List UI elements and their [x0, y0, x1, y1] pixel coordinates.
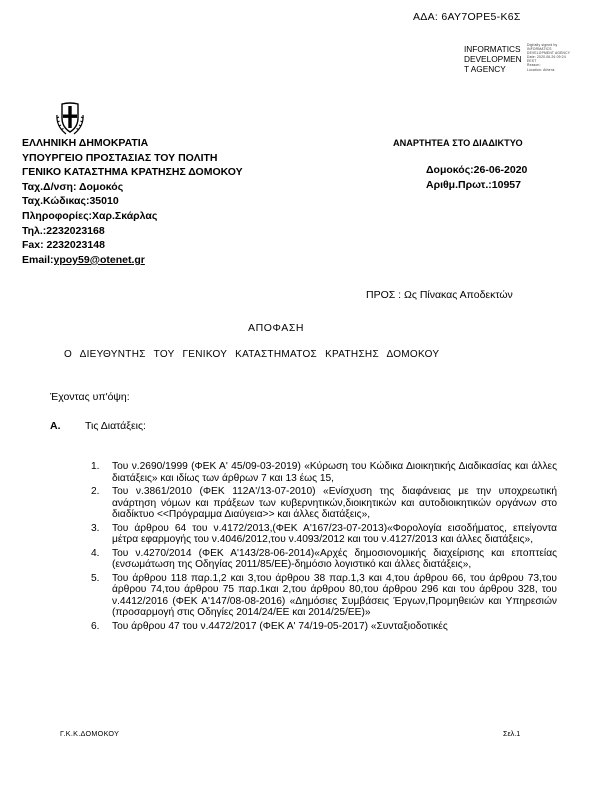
header-line: Ταχ.Κώδικας:35010 — [22, 195, 119, 208]
post-online-label: ΑΝΑΡΤΗΤΕΑ ΣΤΟ ΔΙΑΔΙΚΤΥΟ — [393, 138, 523, 148]
list-item — [91, 486, 557, 521]
preamble-text: Έχοντας υπ'όψη: — [50, 391, 130, 403]
list-item-text: Του ν.2690/1999 (ΦΕΚ Α' 45/09-03-2019) «Κύρωση του Κώδικα Διοικητικής Διαδικασίας και άλλες διατάξεις» και ιδίως των άρθρων 7 και 13 έως 15, — [112, 461, 557, 484]
list-item-number: 3. — [91, 522, 100, 534]
greek-coat-of-arms-icon — [53, 102, 87, 136]
list-item — [91, 461, 557, 484]
list-item-number: 4. — [91, 547, 100, 559]
list-item — [91, 572, 557, 619]
issuing-authority-block — [22, 136, 243, 267]
header-line: Ταχ.Δ/νση: Δομοκός — [22, 180, 124, 193]
header-line: Fax: 2232023148 — [22, 239, 105, 252]
document-subtitle: Ο ΔΙΕΥΘΥΝΤΗΣ ΤΟΥ ΓΕΝΙΚΟΥ ΚΑΤΑΣΤΗΜΑΤΟΣ ΚΡΑΤΗΣΗΣ ΔΟΜΟΚΟΥ — [64, 349, 440, 360]
ada-number: ΑΔΑ: 6ΑΥ7ΟΡΕ5-Κ6Σ — [413, 11, 521, 23]
recipient-line: ΠΡΟΣ : Ως Πίνακας Αποδεκτών — [366, 289, 513, 301]
page-number: Σελ.1 — [503, 729, 521, 738]
list-item-number: 1. — [91, 461, 100, 472]
date-protocol-block — [426, 163, 527, 192]
signing-agency-name — [464, 44, 522, 74]
header-line: Τηλ.:2232023168 — [22, 224, 105, 237]
signature-line: Date: 2020.06.26 09:24 — [527, 55, 566, 60]
header-line: ΕΛΛΗΝΙΚΗ ΔΗΜΟΚΡΑΤΙΑ — [22, 137, 149, 149]
list-item-text: Του άρθρου 47 του ν.4472/2017 (ΦΕΚ Α' 74/19-05-2017) «Συνταξιοδοτικές — [112, 620, 448, 632]
section-letter: Α. — [50, 420, 61, 432]
agency-line: INFORMATICS — [464, 44, 521, 54]
list-item-text: Του ν.4270/2014 (ΦΕΚ Α'143/28-06-2014)«Αρχές δημοσιονομικής διαχείρισης και εποπτείας (ενσωμάτωση της Οδηγίας 2011/85/ΕΕ)-δημόσιο λογιστικό και άλλες διατάξεις», — [112, 547, 557, 570]
list-item-text: Του άρθρου 64 του ν.4172/2013,(ΦΕΚ Α'167/23-07-2013)«Φορολογία εισοδήματος, επείγοντα μέτρα εφαρμογής του ν.4046/2012,του ν.4093/2012 και του ν.4127/2013 και άλλες διατάξεις», — [112, 522, 557, 545]
signature-line: Digitally signed by — [527, 43, 558, 47]
list-item-number: 2. — [91, 486, 100, 497]
list-item — [91, 547, 557, 571]
document-title: ΑΠΟΦΑΣΗ — [248, 322, 305, 334]
signature-line: INFORMATICS — [527, 47, 552, 52]
header-line: ΥΠΟΥΡΓΕΙΟ ΠΡΟΣΤΑΣΙΑΣ ΤΟΥ ΠΟΛΙΤΗ — [22, 151, 218, 164]
email-line — [22, 253, 243, 268]
footer-office: Γ.Κ.Κ.ΔΟΜΟΚΟΥ — [60, 729, 120, 738]
email-label: Email: — [22, 253, 54, 266]
header-line: ΓΕΝΙΚΟ ΚΑΤΑΣΤΗΜΑ ΚΡΑΤΗΣΗΣ ΔΟΜΟΚΟΥ — [22, 166, 243, 179]
section-label: Τις Διατάξεις: — [85, 420, 146, 432]
agency-line: T AGENCY — [464, 64, 506, 74]
list-item-text: Του ν.3861/2010 (ΦΕΚ 112Α'/13-07-2010) «Ενίσχυση της διαφάνειας με την υποχρεωτική ανάρτηση νόμων και πράξεων των κυβερνητικών,διοικητικών και αυτοδιοικητικών οργάνων στο διαδίκτυο <<Πρόγραμμα Διαύγεια>> και άλλες διατάξεις», — [112, 486, 557, 520]
protocol-number: Αριθμ.Πρωτ.:10957 — [426, 178, 521, 191]
header-line: Πληροφορίες:Χαρ.Σκάρλας — [22, 209, 158, 222]
digital-signature-details — [527, 43, 570, 72]
list-item-number: 6. — [91, 620, 100, 632]
signature-line: DEVELOPMENT AGENCY — [527, 51, 571, 56]
agency-line: DEVELOPMEN — [464, 54, 522, 64]
list-item-number: 5. — [91, 572, 100, 584]
provisions-list — [91, 461, 557, 634]
signature-line: Reason: — [527, 63, 541, 68]
list-item — [91, 620, 557, 633]
list-item-text: Του άρθρου 118 παρ.1,2 και 3,του άρθρου 38 παρ.1,3 και 4,του άρθρου 66, του άρθρου 73,του άρθρου 74,του άρθρου 75 παρ.1και 2,του άρθρου 80,του άρθρου 296 και του άρθρου 328, του ν.4412/2016 (ΦΕΚ Α'147/08-08-2016) «Δημόσιες Συμβάσεις Έργων,Προμηθειών και Υπηρεσιών (προσαρμογή στις Οδηγίες 2014/24/ΕΕ και 2014/25/ΕΕ)» — [112, 572, 557, 618]
signature-line: EEST — [527, 59, 537, 64]
list-item — [91, 522, 557, 546]
email-link[interactable]: ypoy59@otenet.gr — [53, 253, 145, 266]
signature-line: Location: Athens — [527, 67, 555, 72]
document-date: Δομοκός:26-06-2020 — [426, 164, 528, 176]
